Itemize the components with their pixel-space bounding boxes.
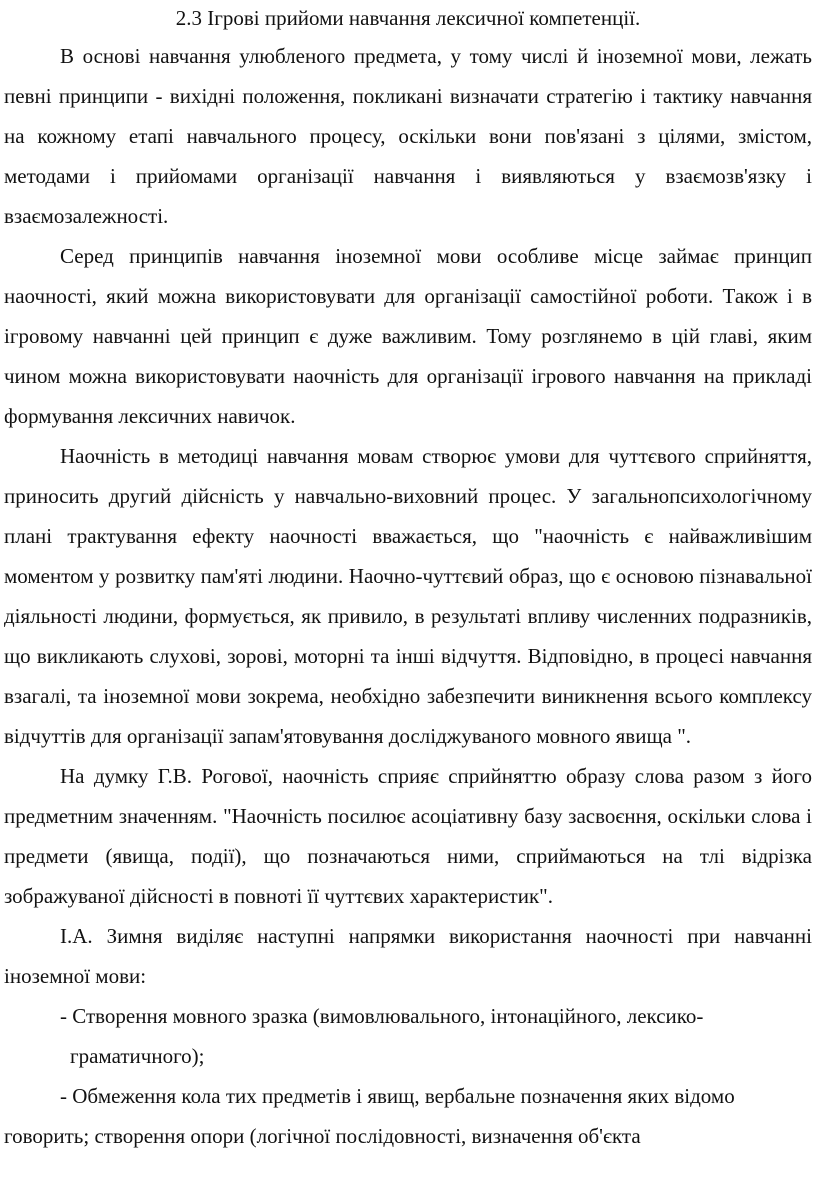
- paragraph-visibility-principle: Серед принципів навчання іноземної мови особливе місце займає принцип наочності, який можна використовувати для організації самостійної роботи. Також і в ігровому навчанні цей принцип є дуже важливим. Тому розглянемо в цій главі, яким чином можна використовувати наочність для організації ігрового навчання на прикладі формування лексичних навичок.: [4, 244, 812, 428]
- list-item-speech-sample-line2: граматичного);: [70, 1044, 205, 1068]
- paragraph-visibility-methodology: Наочність в методиці навчання мовам створює умови для чуттєвого сприйняття, приносить другий дійсність у навчально-виховний процес. У загальнопсихологічному плані трактування ефекту наочності вважається, що "наочність є найважливішим моментом у розвитку пам'яті людини. Наочно-чуттєвий образ, що є основою пізнавальної діяльності людини, формується, як привило, в результаті впливу численних подразників, що викликають слухові, зорові, моторні та інші відчуття. Відповідно, в процесі навчання взагалі, та іноземної мови зокрема, необхідно забезпечити виникнення всього комплексу відчуттів для організації запам'ятовування досліджуваного мовного явища ".: [4, 444, 812, 748]
- paragraph-principles: В основі навчання улюбленого предмета, у тому числі й іноземної мови, лежать певні принципи - вихідні положення, покликані визначати стратегію і тактику навчання на кожному етапі навчального процесу, оскільки вони пов'язані з цілями, змістом, методами і прийомами організації навчання і виявляються у взаємозв'язку і взаємозалежності.: [4, 44, 812, 228]
- list-item-speech-sample: [4, 996, 812, 1076]
- section-heading: 2.3 Ігрові прийоми навчання лексичної компетенції.: [175, 6, 641, 30]
- paragraph-rogova-opinion: На думку Г.В. Рогової, наочність сприяє сприйняттю образу слова разом з його предметним значенням. "Наочність посилює асоціативну базу засвоєння, оскільки слова і предмети (явища, події), що позначаються ними, сприймаються на тлі відрізка зображуваної дійсності в повноті її чуттєвих характеристик".: [4, 764, 812, 908]
- paragraph-zimnya-directions: І.А. Зимня виділяє наступні напрямки використання наочності при навчанні іноземної мови:: [4, 924, 812, 988]
- list-item-object-limitation: - Обмеження кола тих предметів і явищ, вербальне позначення яких відомо говорить; створення опори (логічної послідовності, визначення об'єкта: [4, 1084, 735, 1148]
- list-item-speech-sample-line1: - Створення мовного зразка (вимовлювального, інтонаційного, лексико-: [60, 1004, 704, 1028]
